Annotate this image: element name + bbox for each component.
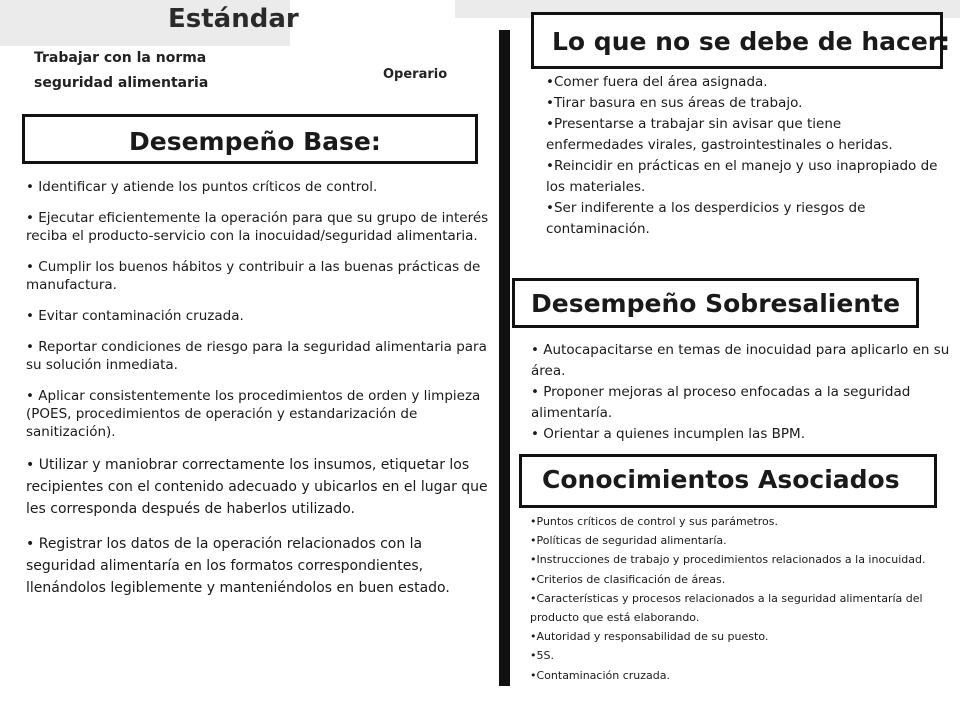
- bullet: •: [531, 426, 539, 442]
- bullet: •: [26, 388, 34, 404]
- associated-knowledge-list: [530, 512, 930, 685]
- list-item: • Aplicar consistentemente los procedimientos de orden y limpieza (POES, procedimientos de operación y estandarización de sanitización).: [26, 388, 481, 440]
- bullet: •: [530, 649, 537, 663]
- vertical-divider: [499, 30, 510, 686]
- list-item: •Puntos críticos de control y sus parámetros.: [530, 515, 778, 528]
- bullet: •: [530, 572, 537, 586]
- bullet: •: [26, 457, 35, 473]
- list-item: •Instrucciones de trabajo y procedimientos relacionados a la inocuidad.: [530, 553, 926, 567]
- list-item: • Cumplir los buenos hábitos y contribuir a las buenas prácticas de manufactura.: [26, 259, 481, 293]
- bullet: •: [530, 515, 537, 528]
- list-item: •Tirar basura en sus áreas de trabajo.: [546, 95, 803, 111]
- bullet: •: [546, 158, 554, 174]
- list-item: •Contaminación cruzada.: [530, 668, 670, 682]
- outstanding-performance-list: [531, 340, 951, 445]
- base-performance-list: [26, 178, 490, 612]
- bullet: •: [530, 534, 537, 548]
- list-item: •Reincidir en prácticas en el manejo y uso inapropiado de los materiales.: [546, 158, 938, 195]
- bullet: •: [26, 536, 35, 552]
- list-item: • Reportar condiciones de riesgo para la seguridad alimentaria para su solución inmediata.: [26, 339, 487, 373]
- list-item: •Autoridad y responsabilidad de su puesto.: [530, 630, 769, 644]
- list-item: •Comer fuera del área asignada.: [546, 74, 768, 90]
- list-item: •Políticas de seguridad alimentaría.: [530, 534, 727, 548]
- list-item: • Orientar a quienes incumplen las BPM.: [531, 426, 805, 442]
- list-item: •Características y procesos relacionados a la seguridad alimentaría del producto que está elaborando.: [530, 591, 923, 625]
- list-item: • Evitar contaminación cruzada.: [26, 308, 244, 324]
- standard-description: Trabajar con la norma seguridad alimentaria: [34, 50, 209, 91]
- dont-do-list: [546, 72, 938, 240]
- role-label: Operario: [383, 67, 448, 82]
- list-item: • Registrar los datos de la operación relacionados con la seguridad alimentaría en los formatos correspondientes, llenándolos legiblemente y manteniéndolos en buen estado.: [26, 536, 450, 596]
- list-item: • Identificar y atiende los puntos críticos de control.: [26, 179, 378, 195]
- list-item: • Autocapacitarse en temas de inocuidad para aplicarlo en su área.: [531, 342, 950, 379]
- list-item: • Ejecutar eficientemente la operación para que su grupo de interés reciba el producto-servicio con la inocuidad/seguridad alimentaria.: [26, 210, 489, 244]
- dont-do-heading: Lo que no se debe de hacer:: [531, 12, 943, 69]
- list-item: • Utilizar y maniobrar correctamente los insumos, etiquetar los recipientes con el contenido adecuado y ubicarlos en el lugar que les corresponda después de haberlos utilizado.: [26, 457, 488, 517]
- associated-knowledge-heading: Conocimientos Asociados: [519, 454, 937, 508]
- bullet: •: [26, 308, 34, 324]
- outstanding-performance-heading: Desempeño Sobresaliente: [512, 278, 919, 328]
- bullet: •: [26, 339, 34, 355]
- bullet: •: [26, 210, 34, 226]
- bullet: •: [546, 74, 554, 90]
- bullet: •: [546, 116, 554, 132]
- bullet: •: [531, 342, 539, 358]
- bullet: •: [26, 179, 34, 195]
- bullet: •: [546, 200, 554, 216]
- base-performance-heading: Desempeño Base:: [22, 114, 478, 164]
- bullet: •: [530, 591, 537, 605]
- list-item: •Presentarse a trabajar sin avisar que tiene enfermedades virales, gastrointestinales o heridas.: [546, 116, 893, 153]
- standard-title: Estándar: [168, 4, 299, 34]
- list-item: •Ser indiferente a los desperdicios y riesgos de contaminación.: [546, 200, 866, 237]
- bullet: •: [546, 95, 554, 111]
- list-item: • Proponer mejoras al proceso enfocadas a la seguridad alimentaría.: [531, 384, 911, 421]
- bullet: •: [530, 630, 537, 644]
- list-item: •Criterios de clasificación de áreas.: [530, 572, 726, 586]
- bullet: •: [26, 259, 34, 275]
- bullet: •: [530, 668, 537, 682]
- list-item: •5S.: [530, 649, 554, 663]
- bullet: •: [531, 384, 539, 400]
- bullet: •: [530, 553, 537, 567]
